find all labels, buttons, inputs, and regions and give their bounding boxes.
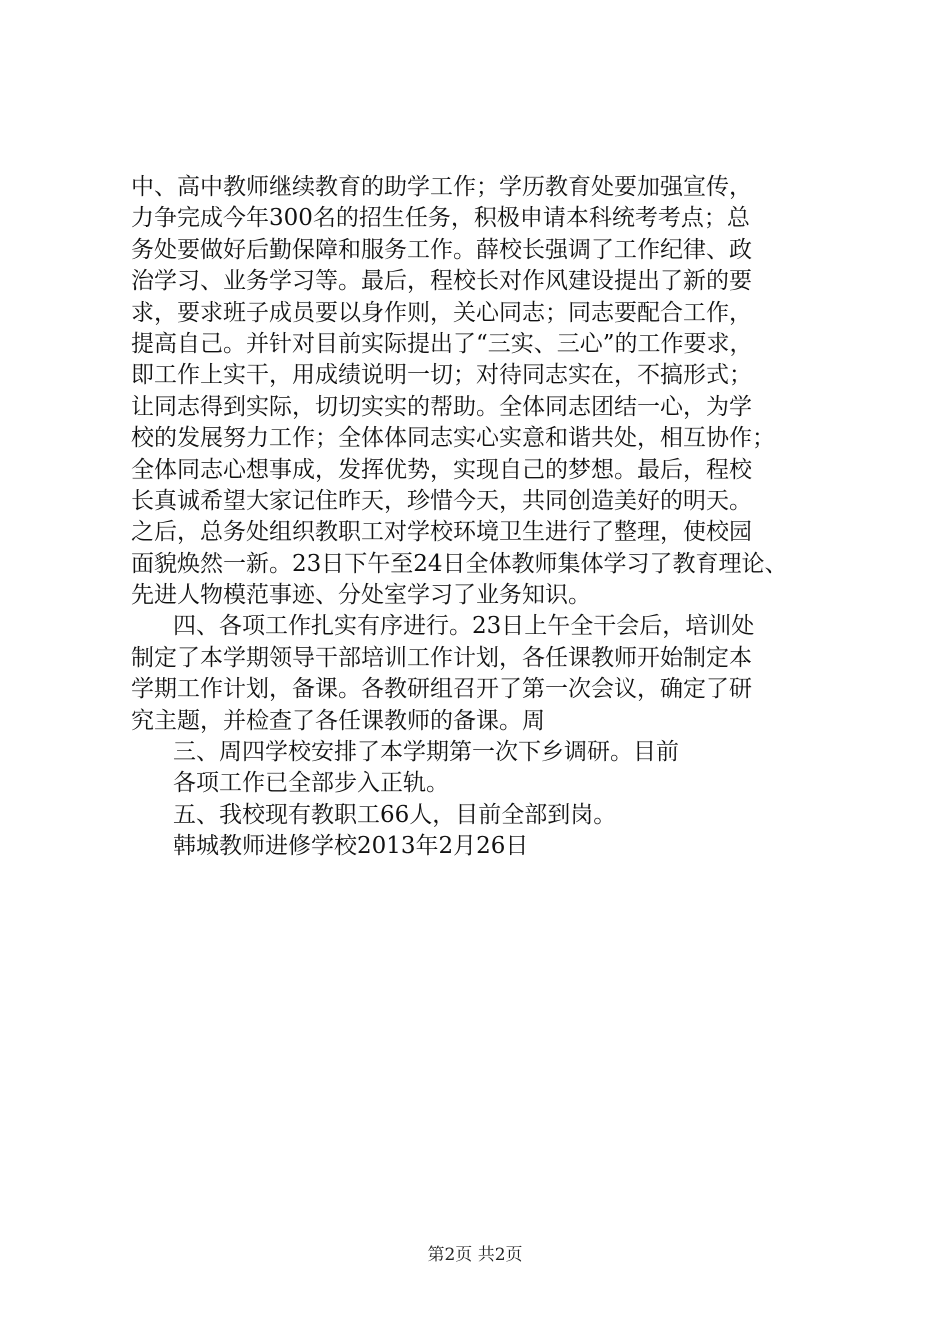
text-line: 究主题，并检查了各任课教师的备课。周 — [131, 707, 545, 734]
text-line: 四、各项工作扎实有序进行。23日上午全干会后，培训处 — [173, 613, 755, 640]
text-line: 三、周四学校安排了本学期第一次下乡调研。目前 — [173, 739, 679, 766]
text-line: 五、我校现有教职工66人，目前全部到岗。 — [173, 801, 617, 828]
text-line: 之后，总务处组织教职工对学校环境卫生进行了整理，使校园 — [131, 519, 752, 546]
text-line: 韩城教师进修学校2013年2月26日 — [173, 833, 529, 860]
text-line: 务处要做好后勤保障和服务工作。薛校长强调了工作纪律、政 — [131, 236, 752, 263]
text-line: 校的发展努力工作；全体体同志实心实意和谐共处，相互协作； — [131, 425, 775, 452]
document-body — [131, 172, 831, 863]
text-line: 先进人物模范事迹、分处室学习了业务知识。 — [131, 582, 591, 609]
text-line: 让同志得到实际，切切实实的帮助。全体同志团结一心，为学 — [131, 393, 752, 420]
text-line: 全体同志心想事成，发挥优势，实现自己的梦想。最后，程校 — [131, 456, 752, 483]
text-line: 即工作上实干，用成绩说明一切；对待同志实在，不搞形式； — [131, 362, 752, 389]
text-line: 求，要求班子成员要以身作则，关心同志；同志要配合工作， — [131, 299, 752, 326]
text-line: 学期工作计划，备课。各教研组召开了第一次会议，确定了研 — [131, 676, 752, 703]
text-line: 治学习、业务学习等。最后，程校长对作风建设提出了新的要 — [131, 268, 752, 295]
text-line: 制定了本学期领导干部培训工作计划，各任课教师开始制定本 — [131, 644, 752, 671]
text-line: 提高自己。并针对目前实际提出了“三实、三心”的工作要求， — [131, 330, 753, 357]
text-line: 面貌焕然一新。23日下午至24日全体教师集体学习了教育理论、 — [131, 550, 788, 577]
page-footer: 第2页 共2页 — [427, 1245, 523, 1265]
text-line: 力争完成今年300名的招生任务，积极申请本科统考考点；总 — [131, 205, 750, 232]
text-line: 中、高中教师继续教育的助学工作；学历教育处要加强宣传， — [131, 174, 752, 200]
text-line: 长真诚希望大家记住昨天，珍惜今天，共同创造美好的明天。 — [131, 487, 752, 514]
text-line: 各项工作已全部步入正轨。 — [173, 770, 449, 797]
